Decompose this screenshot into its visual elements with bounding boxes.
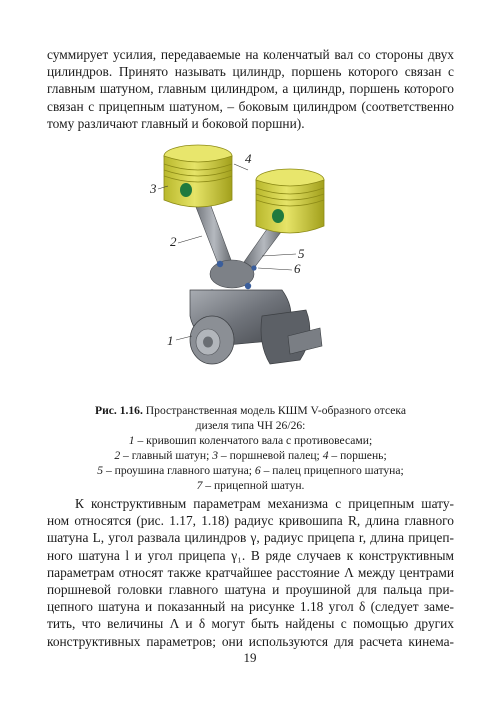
crankshaft-with-counterweights: [190, 290, 322, 364]
caption-item-line: [47, 448, 454, 463]
caption-title: [47, 403, 454, 418]
text-line: тому различают главный и боковой поршни).: [47, 115, 305, 131]
figure-caption: [47, 403, 454, 493]
piston-pin: [180, 183, 192, 197]
caption-item-number: 7: [196, 479, 203, 492]
label-1: 1: [167, 333, 174, 348]
text-line: связан с прицепным шатуном, – боковым цилиндром (соответственно: [47, 98, 454, 114]
text-line: цепного шатуна и показанный на рисунке 1.18 угол δ (следует заме-: [47, 599, 454, 615]
caption-item-number: 5: [97, 464, 104, 477]
big-end: [209, 260, 256, 295]
caption-item-line: [47, 433, 454, 448]
caption-item-number: 3: [212, 449, 218, 462]
text-line: поршневой головки главного шатуна и проушиной для пальца при-: [47, 582, 454, 598]
bolt: [217, 261, 223, 267]
caption-item-text: – кривошип коленчатого вала с противовесами;: [134, 434, 373, 447]
caption-item-text: – проушина главного шатуна;: [103, 464, 255, 477]
bottom-paragraph: [47, 495, 454, 650]
left-piston: [164, 145, 232, 207]
text-line: шатуна L, угол развала цилиндров γ, радиус прицепа r, длина прицеп-: [47, 530, 454, 546]
text-line: суммирует усилия, передаваемые на коленчатый вал со стороны двух: [47, 47, 454, 62]
bolt: [245, 283, 251, 289]
caption-title-line2: дизеля типа ЧН 26/26:: [195, 419, 306, 432]
piston-pin: [272, 209, 284, 223]
text-line: параметрам относят также кратчайшее расстояние Λ между центрами: [47, 564, 454, 580]
caption-title-text: Пространственная модель КШМ V-образного отсека: [142, 404, 406, 417]
caption-item-line: [47, 463, 454, 478]
caption-item-text: – прицепной шатун.: [202, 479, 305, 492]
right-piston: [256, 169, 324, 233]
label-3: 3: [150, 181, 157, 196]
text-line: ного шатуна l и угол прицепа γ₁. В ряде случаев к конструктивным: [47, 547, 454, 563]
caption-item-number: 6: [254, 464, 261, 477]
caption-item-number: 4: [322, 449, 329, 462]
caption-item-text: – поршень;: [328, 449, 387, 462]
caption-item-line: [47, 478, 454, 493]
engine-crank-mechanism-figure: [150, 140, 350, 398]
caption-item-number: 1: [128, 434, 135, 447]
text-line: К конструктивным параметрам механизма с прицепным шату-: [75, 496, 454, 511]
top-paragraph: [47, 46, 454, 132]
caption-figure-number: Рис. 1.16.: [94, 404, 143, 417]
text-line: главным шатуном, главным цилиндром, а цилиндр, поршень которого: [47, 81, 454, 97]
text-line: цилиндров. Принято называть цилиндр, поршень которого связан с: [47, 64, 454, 80]
caption-item-number: 2: [114, 449, 121, 462]
caption-item-text: – поршневой палец;: [218, 449, 323, 462]
text-line: конструктивных параметров; они используются для расчета кинема-: [47, 633, 454, 649]
label-2: 2: [170, 234, 177, 249]
label-6: 6: [294, 261, 301, 276]
caption-item-text: – главный шатун;: [120, 449, 213, 462]
caption-item-text: – палец прицепного шатуна;: [260, 464, 404, 477]
text-line: ном относятся (рис. 1.17, 1.18) радиус кривошипа R, длина главного: [47, 513, 454, 529]
label-5: 5: [298, 246, 305, 261]
text-line: тить, что величины Λ и δ могут быть найдены с помощью других: [47, 616, 454, 632]
page-number: 19: [243, 650, 257, 665]
bolt: [251, 265, 256, 270]
label-4: 4: [245, 151, 252, 166]
